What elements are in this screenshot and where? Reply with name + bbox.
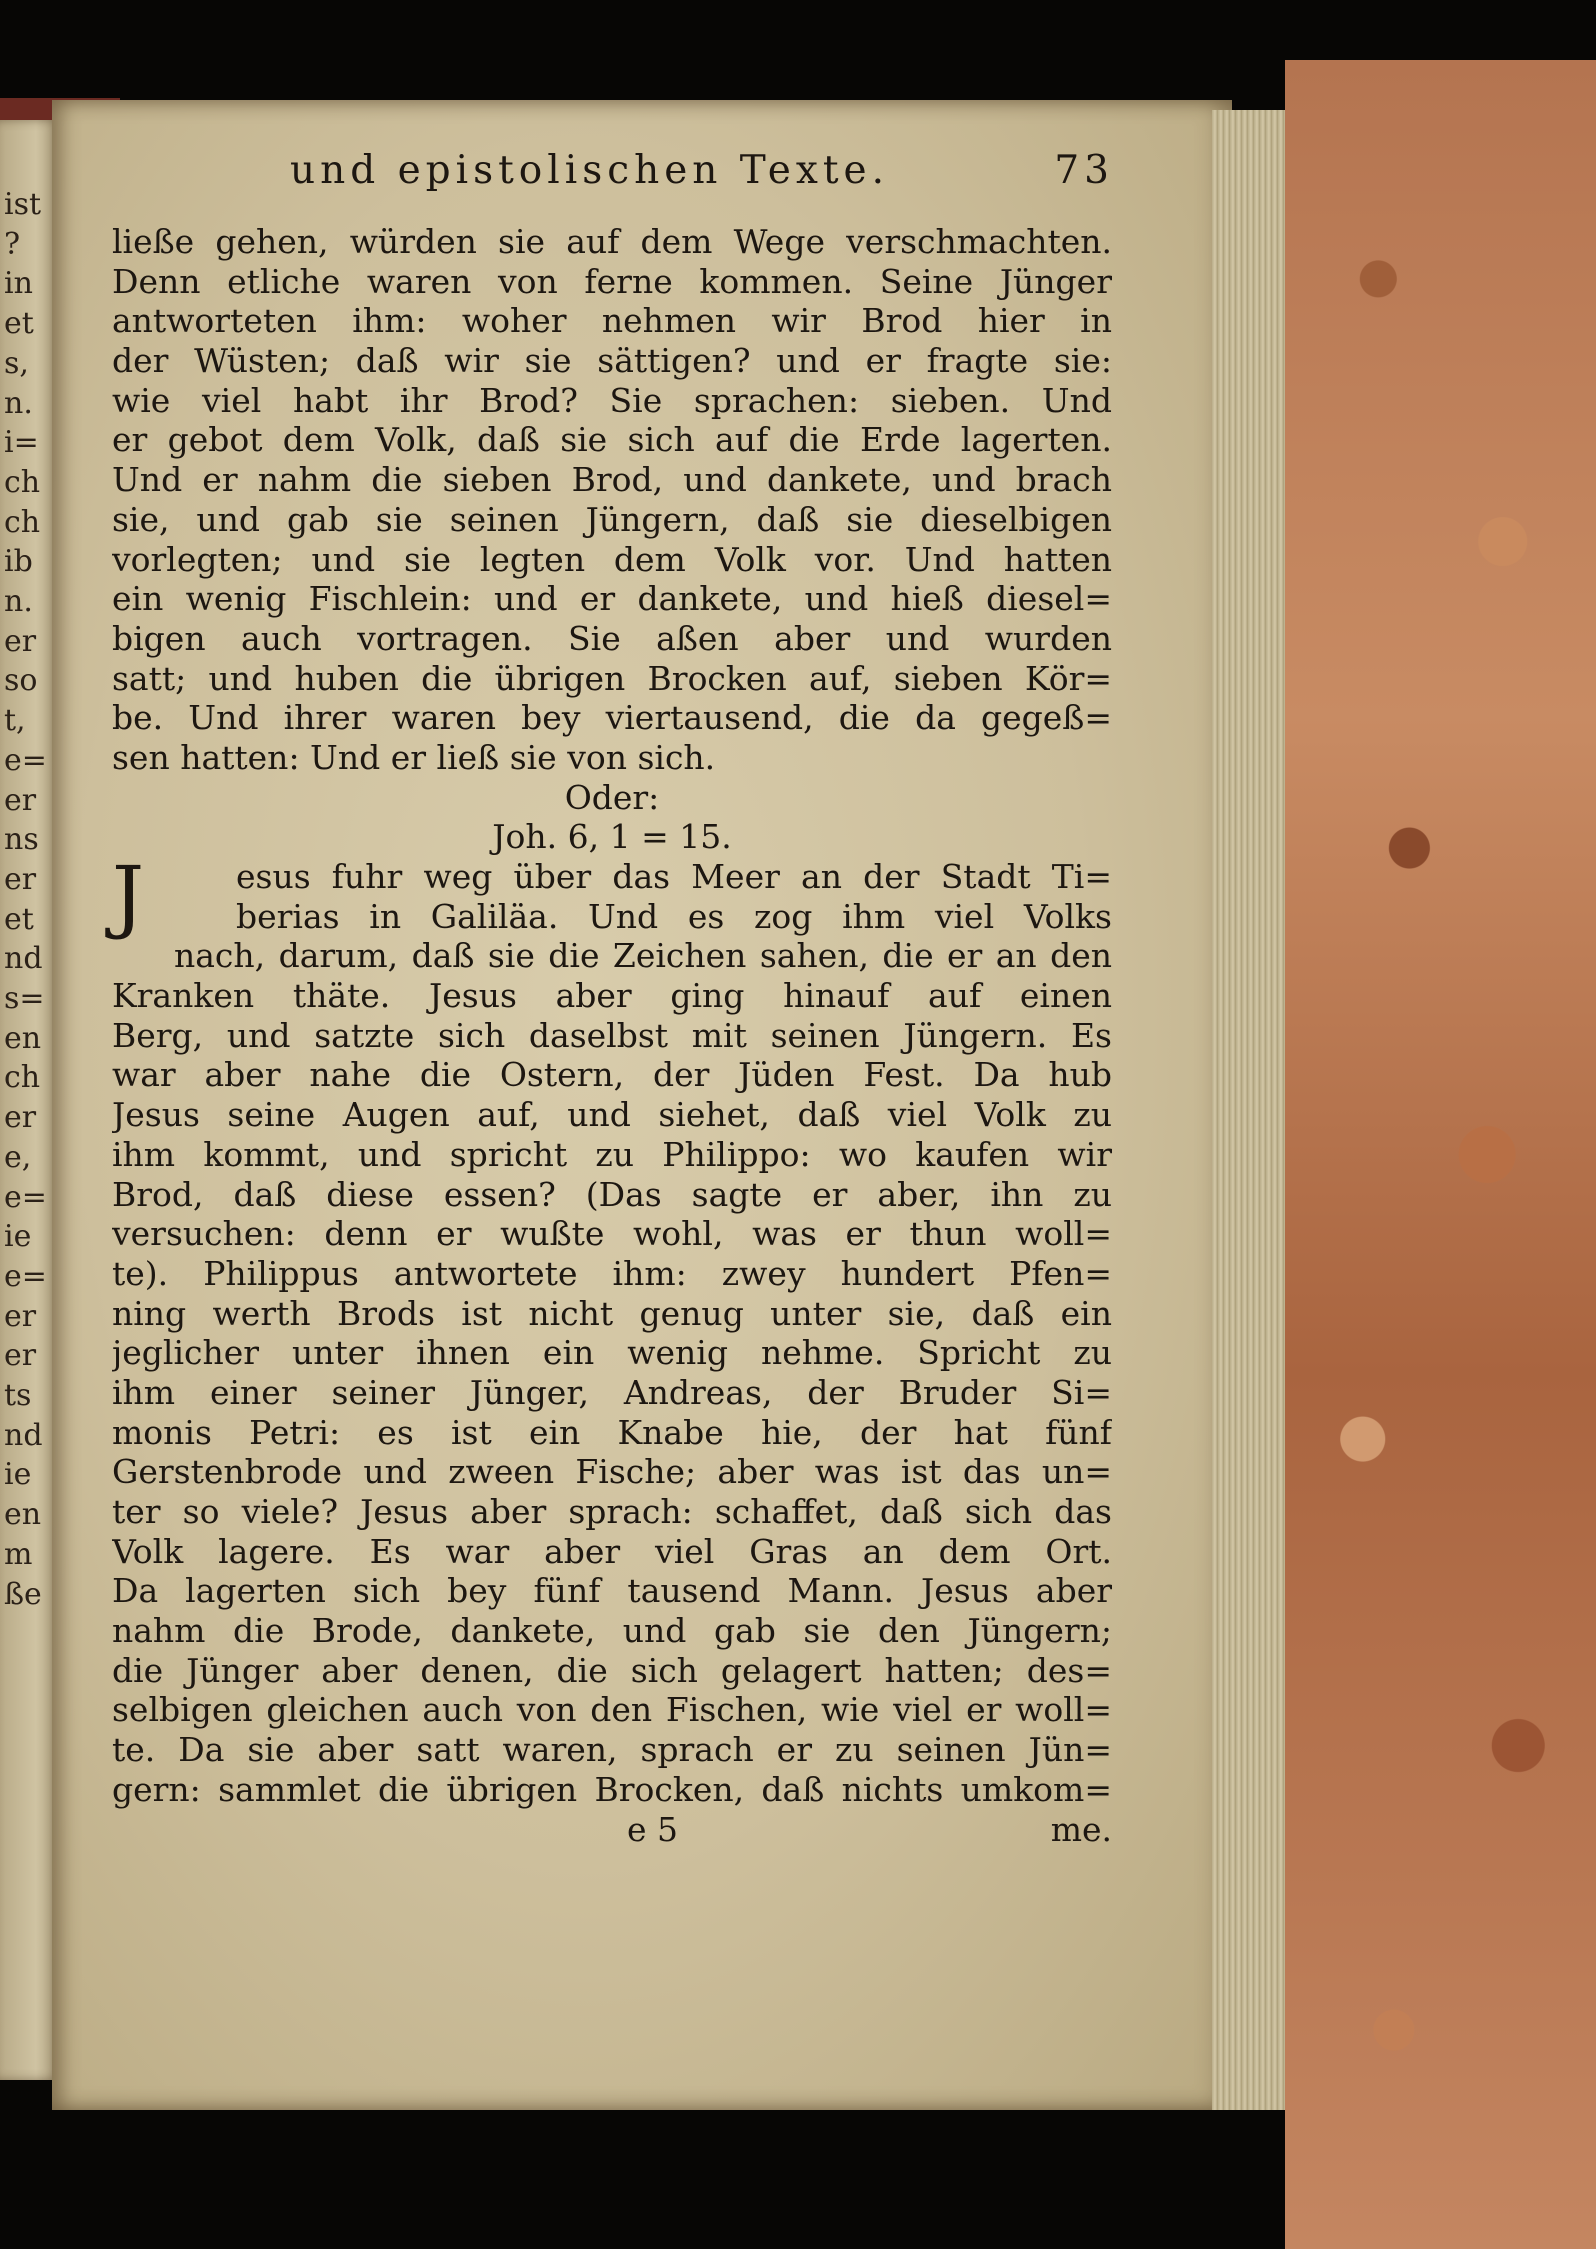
facing-page-fragment: ib — [4, 544, 33, 580]
catchword: me. — [1050, 1809, 1112, 1849]
oder-heading: Oder: — [564, 777, 660, 817]
facing-page-fragment: s= — [4, 981, 45, 1016]
text-line: ning werth Brods ist nicht genug unter sie, daß ein — [112, 1293, 1112, 1333]
drop-cap: J — [112, 849, 145, 942]
text-line: monis Petri: es ist ein Knabe hie, der hat fünf — [112, 1412, 1112, 1452]
text-block-matthew — [112, 222, 1112, 778]
facing-page-fragment: ? — [4, 226, 21, 262]
facing-page-fragment: er — [4, 782, 37, 818]
facing-page-fragment: et — [4, 901, 34, 937]
facing-page-fragment: e= — [4, 1258, 47, 1294]
facing-page-fragment: e= — [4, 742, 47, 778]
facing-page-fragment: t, — [4, 703, 26, 739]
marbled-cover-board — [1285, 60, 1596, 2249]
body-text — [112, 222, 1112, 1810]
text-line: ein wenig Fischlein: und er dankete, und hieß diesel= — [112, 579, 1112, 619]
facing-page-fragment: i= — [4, 425, 39, 461]
text-line: Jesus seine Augen auf, und siehet, daß viel Volk zu — [112, 1095, 1112, 1135]
page-block-edges — [1212, 110, 1295, 2110]
text-line: ter so viele? Jesus aber sprach: schaffet, daß sich das — [112, 1492, 1112, 1531]
text-line: gern: sammlet die übrigen Brocken, daß nichts umkom= — [112, 1769, 1112, 1809]
text-line: berias in Galiläa. Und es zog ihm viel Volks — [236, 896, 1112, 936]
text-line: Berg, und satzte sich daselbst mit seinen Jüngern. Es — [112, 1015, 1112, 1055]
text-line: nach, darum, daß sie die Zeichen sahen, die er an den — [174, 936, 1112, 976]
running-header — [112, 140, 1112, 200]
facing-page-fragment: en — [4, 1020, 42, 1056]
facing-page-fragment: er — [4, 1100, 37, 1136]
text-line: Da lagerten sich bey fünf tausend Mann. Jesus aber — [112, 1571, 1112, 1611]
text-line: vorlegten; und sie legten dem Volk vor. Und hatten — [112, 539, 1112, 579]
text-line: Denn etliche waren von ferne kommen. Seine Jünger — [112, 261, 1112, 301]
text-line: er gebot dem Volk, daß sie sich auf die Erde lagerten. — [112, 420, 1112, 460]
facing-page-fragment: ch — [4, 1060, 41, 1096]
left-facing-page-edge — [0, 120, 60, 2080]
text-line: Gerstenbrode und zween Fische; aber was ist das un= — [112, 1452, 1112, 1492]
text-line: selbigen gleichen auch von den Fischen, wie viel er woll= — [112, 1690, 1112, 1730]
page-footer — [112, 1810, 1112, 1850]
scripture-reference: Joh. 6, 1 = 15. — [492, 817, 732, 857]
facing-page-fragment: m — [4, 1536, 33, 1572]
facing-page-fragment: ist — [4, 187, 42, 222]
text-line: Volk lagere. Es war aber viel Gras an dem Ort. — [112, 1531, 1112, 1571]
facing-page-fragment: er — [4, 623, 37, 659]
facing-page-fragment: ch — [4, 504, 41, 540]
text-line: war aber nahe die Ostern, der Jüden Fest. Da hub — [112, 1055, 1112, 1095]
text-line: jeglicher unter ihnen ein wenig nehme. Spricht zu — [112, 1333, 1112, 1373]
text-line: nahm die Brode, dankete, und gab sie den Jüngern; — [112, 1611, 1112, 1651]
text-block-john — [112, 849, 1112, 1810]
facing-page-fragment: n. — [4, 584, 33, 619]
text-line: die Jünger aber denen, die sich gelagert hatten; des= — [112, 1650, 1112, 1690]
body-lines — [112, 936, 1112, 1809]
facing-page-fragment: nd — [4, 1417, 43, 1453]
facing-page-fragment: e= — [4, 1179, 47, 1215]
facing-page-fragment: so — [4, 663, 38, 699]
facing-page-fragment: er — [4, 861, 37, 897]
text-line: be. Und ihrer waren bey viertausend, die da gegeß= — [112, 698, 1112, 738]
text-line: ihm einer seiner Jünger, Andreas, der Bruder Si= — [112, 1372, 1112, 1412]
running-title: und epistolischen Texte. — [290, 148, 890, 193]
text-line: Und er nahm die sieben Brod, und dankete, und brach — [112, 460, 1112, 500]
text-line: antworteten ihm: woher nehmen wir Brod hier in — [112, 301, 1112, 341]
facing-page-fragment: ie — [4, 1457, 32, 1493]
facing-page-fragment: ße — [4, 1576, 42, 1612]
text-line: ließe gehen, würden sie auf dem Wege verschmachten. — [112, 222, 1112, 261]
text-line: Kranken thäte. Jesus aber ging hinauf auf einen — [112, 976, 1112, 1016]
text-line: bigen auch vortragen. Sie aßen aber und wurden — [112, 618, 1112, 658]
text-line: satt; und huben die übrigen Brocken auf, sieben Kör= — [112, 658, 1112, 698]
facing-page-fragment: er — [4, 1298, 37, 1334]
signature-mark: e 5 — [627, 1809, 679, 1849]
facing-page-fragment: ch — [4, 464, 41, 500]
facing-page-fragment: er — [4, 1338, 37, 1374]
facing-page-fragment: n. — [4, 385, 33, 421]
facing-page-fragment: s, — [4, 345, 29, 381]
facing-page-fragment: et — [4, 306, 34, 342]
text-line: sie, und gab sie seinen Jüngern, daß sie dieselbigen — [112, 499, 1112, 539]
text-line: Brod, daß diese essen? (Das sagte er aber, ihn zu — [112, 1174, 1112, 1214]
text-line: te. Da sie aber satt waren, sprach er zu seinen Jün= — [112, 1730, 1112, 1770]
text-line: te). Philippus antwortete ihm: zwey hundert Pfen= — [112, 1253, 1112, 1293]
dropcap-lines — [112, 857, 1112, 936]
text-line: esus fuhr weg über das Meer an der Stadt Ti= — [236, 857, 1112, 896]
text-line: wie viel habt ihr Brod? Sie sprachen: sieben. Und — [112, 380, 1112, 420]
facing-page-fragment: ns — [4, 822, 39, 858]
facing-page-fragment: nd — [4, 941, 43, 977]
facing-page-fragment: ie — [4, 1219, 32, 1255]
facing-page-fragment: en — [4, 1497, 42, 1533]
text-line: der Wüsten; daß wir sie sättigen? und er fragte sie: — [112, 341, 1112, 381]
text-line: versuchen: denn er wußte wohl, was er thun woll= — [112, 1214, 1112, 1254]
facing-page-fragment: ts — [4, 1378, 32, 1413]
facing-page-fragment: in — [4, 266, 33, 302]
text-line: ihm kommt, und spricht zu Philippo: wo kaufen wir — [112, 1134, 1112, 1174]
text-line: sen hatten: Und er ließ sie von sich. — [112, 737, 716, 777]
facing-page-fragment: e, — [4, 1139, 32, 1175]
page-number: 73 — [1054, 148, 1114, 193]
page-text — [112, 140, 1112, 1850]
